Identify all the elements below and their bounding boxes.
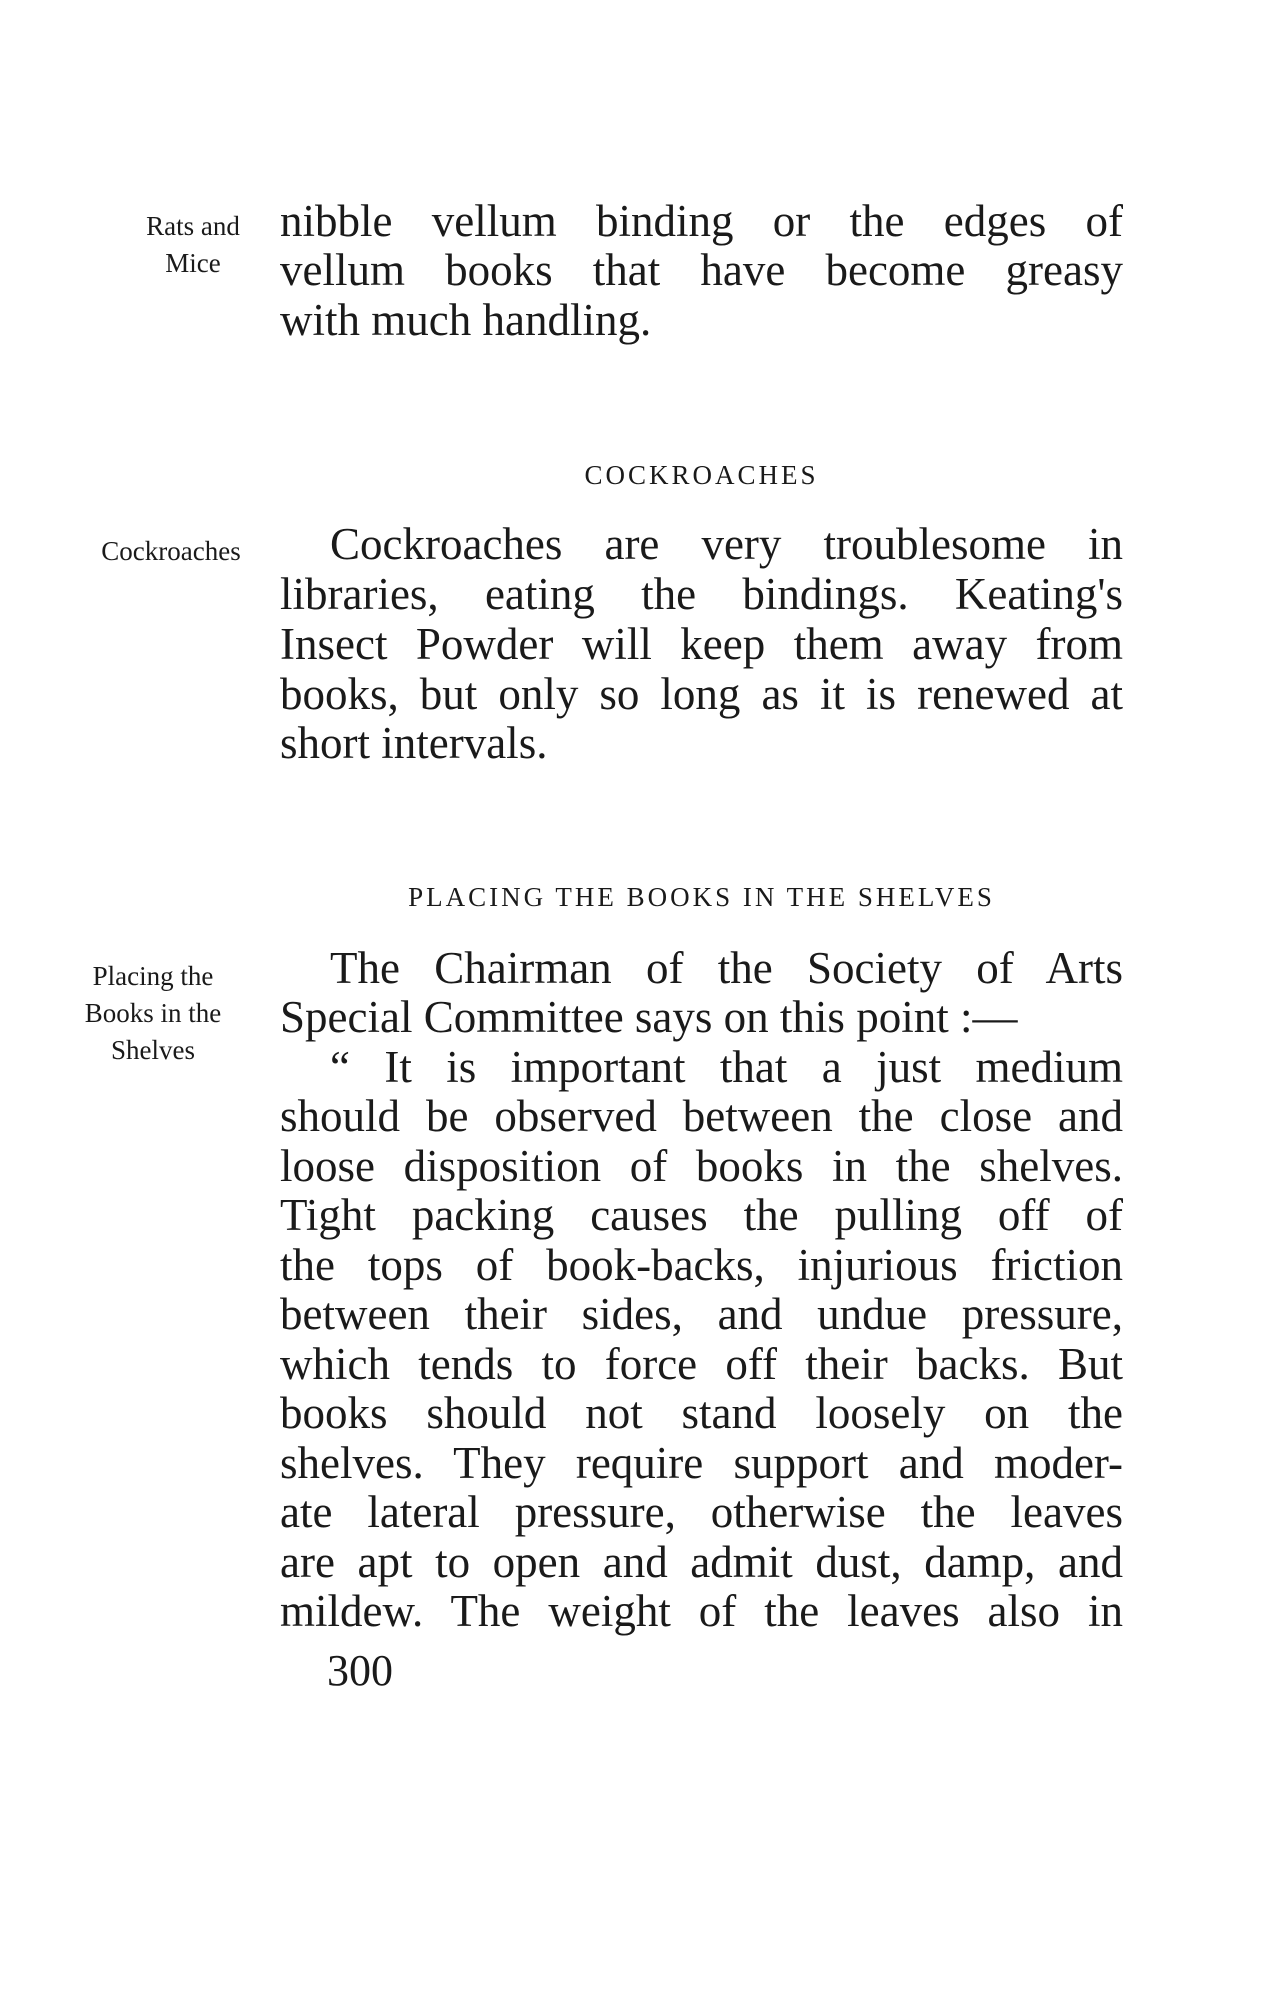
body-line: with much handling. bbox=[280, 295, 652, 345]
body-line: should be observed between the close and bbox=[280, 1091, 1123, 1141]
body-line: which tends to force off their backs. But bbox=[280, 1339, 1123, 1389]
section-heading: PLACING THE BOOKS IN THE SHELVES bbox=[408, 882, 995, 912]
body-line: ate lateral pressure, otherwise the leaves bbox=[280, 1487, 1123, 1537]
body-line: loose disposition of books in the shelves. bbox=[280, 1141, 1123, 1191]
margin-note-line: Cockroaches bbox=[101, 536, 241, 566]
margin-note-line: Mice bbox=[165, 248, 221, 278]
margin-note-line: Books in the bbox=[84, 998, 222, 1028]
body-line: books, but only so long as it is renewed at bbox=[280, 669, 1123, 719]
body-line: Insect Powder will keep them away from bbox=[280, 619, 1123, 669]
page-number: 300 bbox=[327, 1646, 393, 1695]
body-line: short intervals. bbox=[280, 718, 548, 768]
margin-note-cockroaches bbox=[66, 533, 276, 570]
body-line: Tight packing causes the pulling off of bbox=[280, 1190, 1123, 1240]
body-line: libraries, eating the bindings. Keating's bbox=[280, 569, 1123, 619]
body-line: books should not stand loosely on the bbox=[280, 1388, 1123, 1438]
body-line: between their sides, and undue pressure, bbox=[280, 1289, 1123, 1339]
body-line: mildew. The weight of the leaves also in bbox=[280, 1586, 1123, 1636]
body-line: are apt to open and admit dust, damp, and bbox=[280, 1537, 1123, 1587]
body-line: nibble vellum binding or the edges of bbox=[280, 196, 1123, 246]
body-line: shelves. They require support and moder- bbox=[280, 1438, 1123, 1488]
body-line: The Chairman of the Society of Arts bbox=[330, 943, 1123, 993]
margin-note-rats-and-mice bbox=[88, 208, 298, 282]
body-line: vellum books that have become greasy bbox=[280, 245, 1123, 295]
body-line: Cockroaches are very troublesome in bbox=[330, 519, 1123, 569]
margin-note-line: Rats and bbox=[146, 211, 240, 241]
margin-note-placing-the-books bbox=[48, 958, 258, 1069]
body-line: the tops of book-backs, injurious friction bbox=[280, 1240, 1123, 1290]
body-line: “ It is important that a just medium bbox=[330, 1042, 1123, 1092]
margin-note-line: Shelves bbox=[111, 1035, 195, 1065]
margin-note-line: Placing the bbox=[92, 961, 214, 991]
section-heading: COCKROACHES bbox=[584, 460, 819, 490]
body-line: Special Committee says on this point :— bbox=[280, 992, 1018, 1042]
